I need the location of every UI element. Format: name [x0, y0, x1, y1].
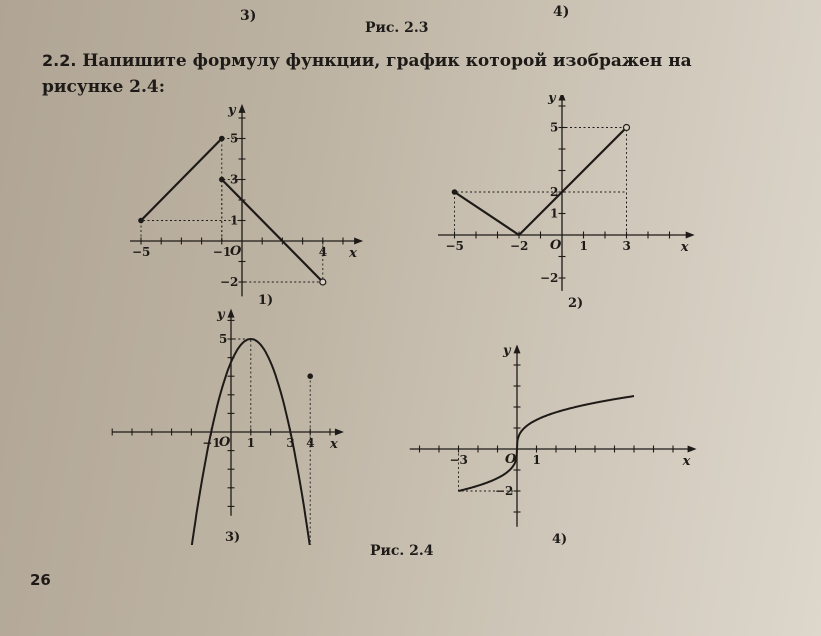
graph-3-x-tick-label: 4 [306, 436, 315, 450]
graph-1-y-axis-label: y [228, 102, 236, 118]
graph-3-x-tick-label: 3 [286, 436, 295, 450]
graph-1-x-axis-label: x [349, 246, 357, 261]
graph-1-y-axis-arrow [239, 104, 246, 113]
graph-4-y-axis-arrow [514, 345, 521, 353]
graph-3 [105, 305, 355, 545]
graph-2-label: 2) [568, 296, 584, 311]
graph-3-guide-line [231, 432, 310, 545]
graph-2-y-tick-label: −2 [540, 271, 559, 285]
graph-3-y-tick-label: 5 [219, 332, 228, 346]
graph-2-y-tick-label: 5 [550, 120, 559, 135]
graph-2-x-tick-label: 3 [622, 239, 631, 253]
graph-2-x-tick-label: −5 [445, 239, 464, 253]
graph-2-segment [519, 128, 627, 236]
graph-1-segment-endpoint [219, 136, 225, 142]
graph-4-function-curve [459, 396, 635, 491]
graph-3-x-tick-label: 1 [246, 436, 256, 450]
graph-4-x-tick-label: −3 [449, 453, 468, 467]
graph-1-segment [141, 139, 222, 221]
graph-1-y-tick-label: 1 [230, 213, 239, 228]
graph-4-x-axis-label: x [682, 454, 691, 469]
graph-1-label: 1) [258, 293, 274, 308]
graph-2-guide-line [562, 192, 627, 235]
graph-1-segment [222, 180, 323, 283]
graph-4-y-tick-label: −2 [495, 484, 514, 498]
graph-1-origin-label: O [230, 244, 242, 259]
graph-2-segment-endpoint [452, 189, 458, 195]
graph-2-x-axis-label: x [680, 240, 689, 255]
graph-3-isolated-point [307, 373, 313, 379]
graph-2-y-tick-label: 2 [550, 185, 559, 199]
graph-3-guide-line [231, 339, 251, 432]
graph-1-guide-line [242, 241, 323, 282]
graph-1-x-tick-label: 4 [318, 245, 328, 259]
page-number: 26 [30, 571, 51, 589]
graph-1-segment-endpoint [320, 279, 326, 285]
previous-figure-sublabel-4: 4) [553, 4, 570, 20]
graph-2 [438, 95, 698, 315]
graph-3-x-tick-label: −1 [202, 436, 221, 450]
graph-1-x-tick-label: −1 [212, 245, 232, 259]
graph-4-x-axis-arrow [688, 446, 697, 453]
graph-4-y-axis-label: y [503, 345, 511, 359]
graph-3-y-axis-label: y [217, 307, 225, 323]
graph-4-x-tick-label: 1 [532, 453, 541, 467]
graph-3-x-axis-label: x [329, 437, 338, 452]
graph-2-segment-endpoint [624, 125, 630, 131]
graph-4-label: 4) [552, 532, 568, 545]
graph-1-y-tick-label: −2 [220, 275, 239, 289]
graph-4-origin-label: O [505, 452, 517, 467]
graph-1-y-tick-label: 3 [230, 172, 239, 187]
graph-3-y-axis-arrow [228, 309, 235, 318]
graph-2-y-tick-label: 1 [550, 206, 559, 221]
graph-1-y-tick-label: 5 [230, 131, 239, 146]
graph-3-x-axis-arrow [335, 429, 344, 436]
graph-1-segment-endpoint [138, 218, 144, 224]
graph-2-y-axis-arrow [559, 95, 566, 101]
graph-4 [405, 345, 705, 545]
graph-2-x-tick-label: −2 [510, 239, 529, 253]
graph-3-origin-label: O [219, 435, 231, 450]
figure-caption: Рис. 2.4 [370, 543, 434, 559]
graph-1-x-axis-arrow [354, 238, 363, 245]
graph-1-guide-line [141, 221, 242, 242]
graph-2-x-tick-label: 1 [579, 239, 588, 253]
graph-2-origin-label: O [550, 238, 562, 253]
graph-1-segment-endpoint [219, 177, 225, 183]
problem-number: 2.2. [42, 51, 77, 70]
graph-2-y-axis-label: y [548, 95, 556, 106]
previous-figure-caption: Рис. 2.3 [365, 20, 429, 36]
graph-1 [130, 98, 370, 308]
graph-1-x-tick-label: −5 [132, 245, 151, 259]
previous-figure-sublabel-3: 3) [240, 8, 257, 24]
problem-text: Напишите формулу функции, график которой изображен на рисунке 2.4: [42, 51, 692, 97]
problem-statement [42, 48, 762, 100]
graph-2-segment [455, 192, 520, 235]
graph-2-x-axis-arrow [686, 232, 695, 239]
graph-3-label: 3) [225, 530, 241, 545]
